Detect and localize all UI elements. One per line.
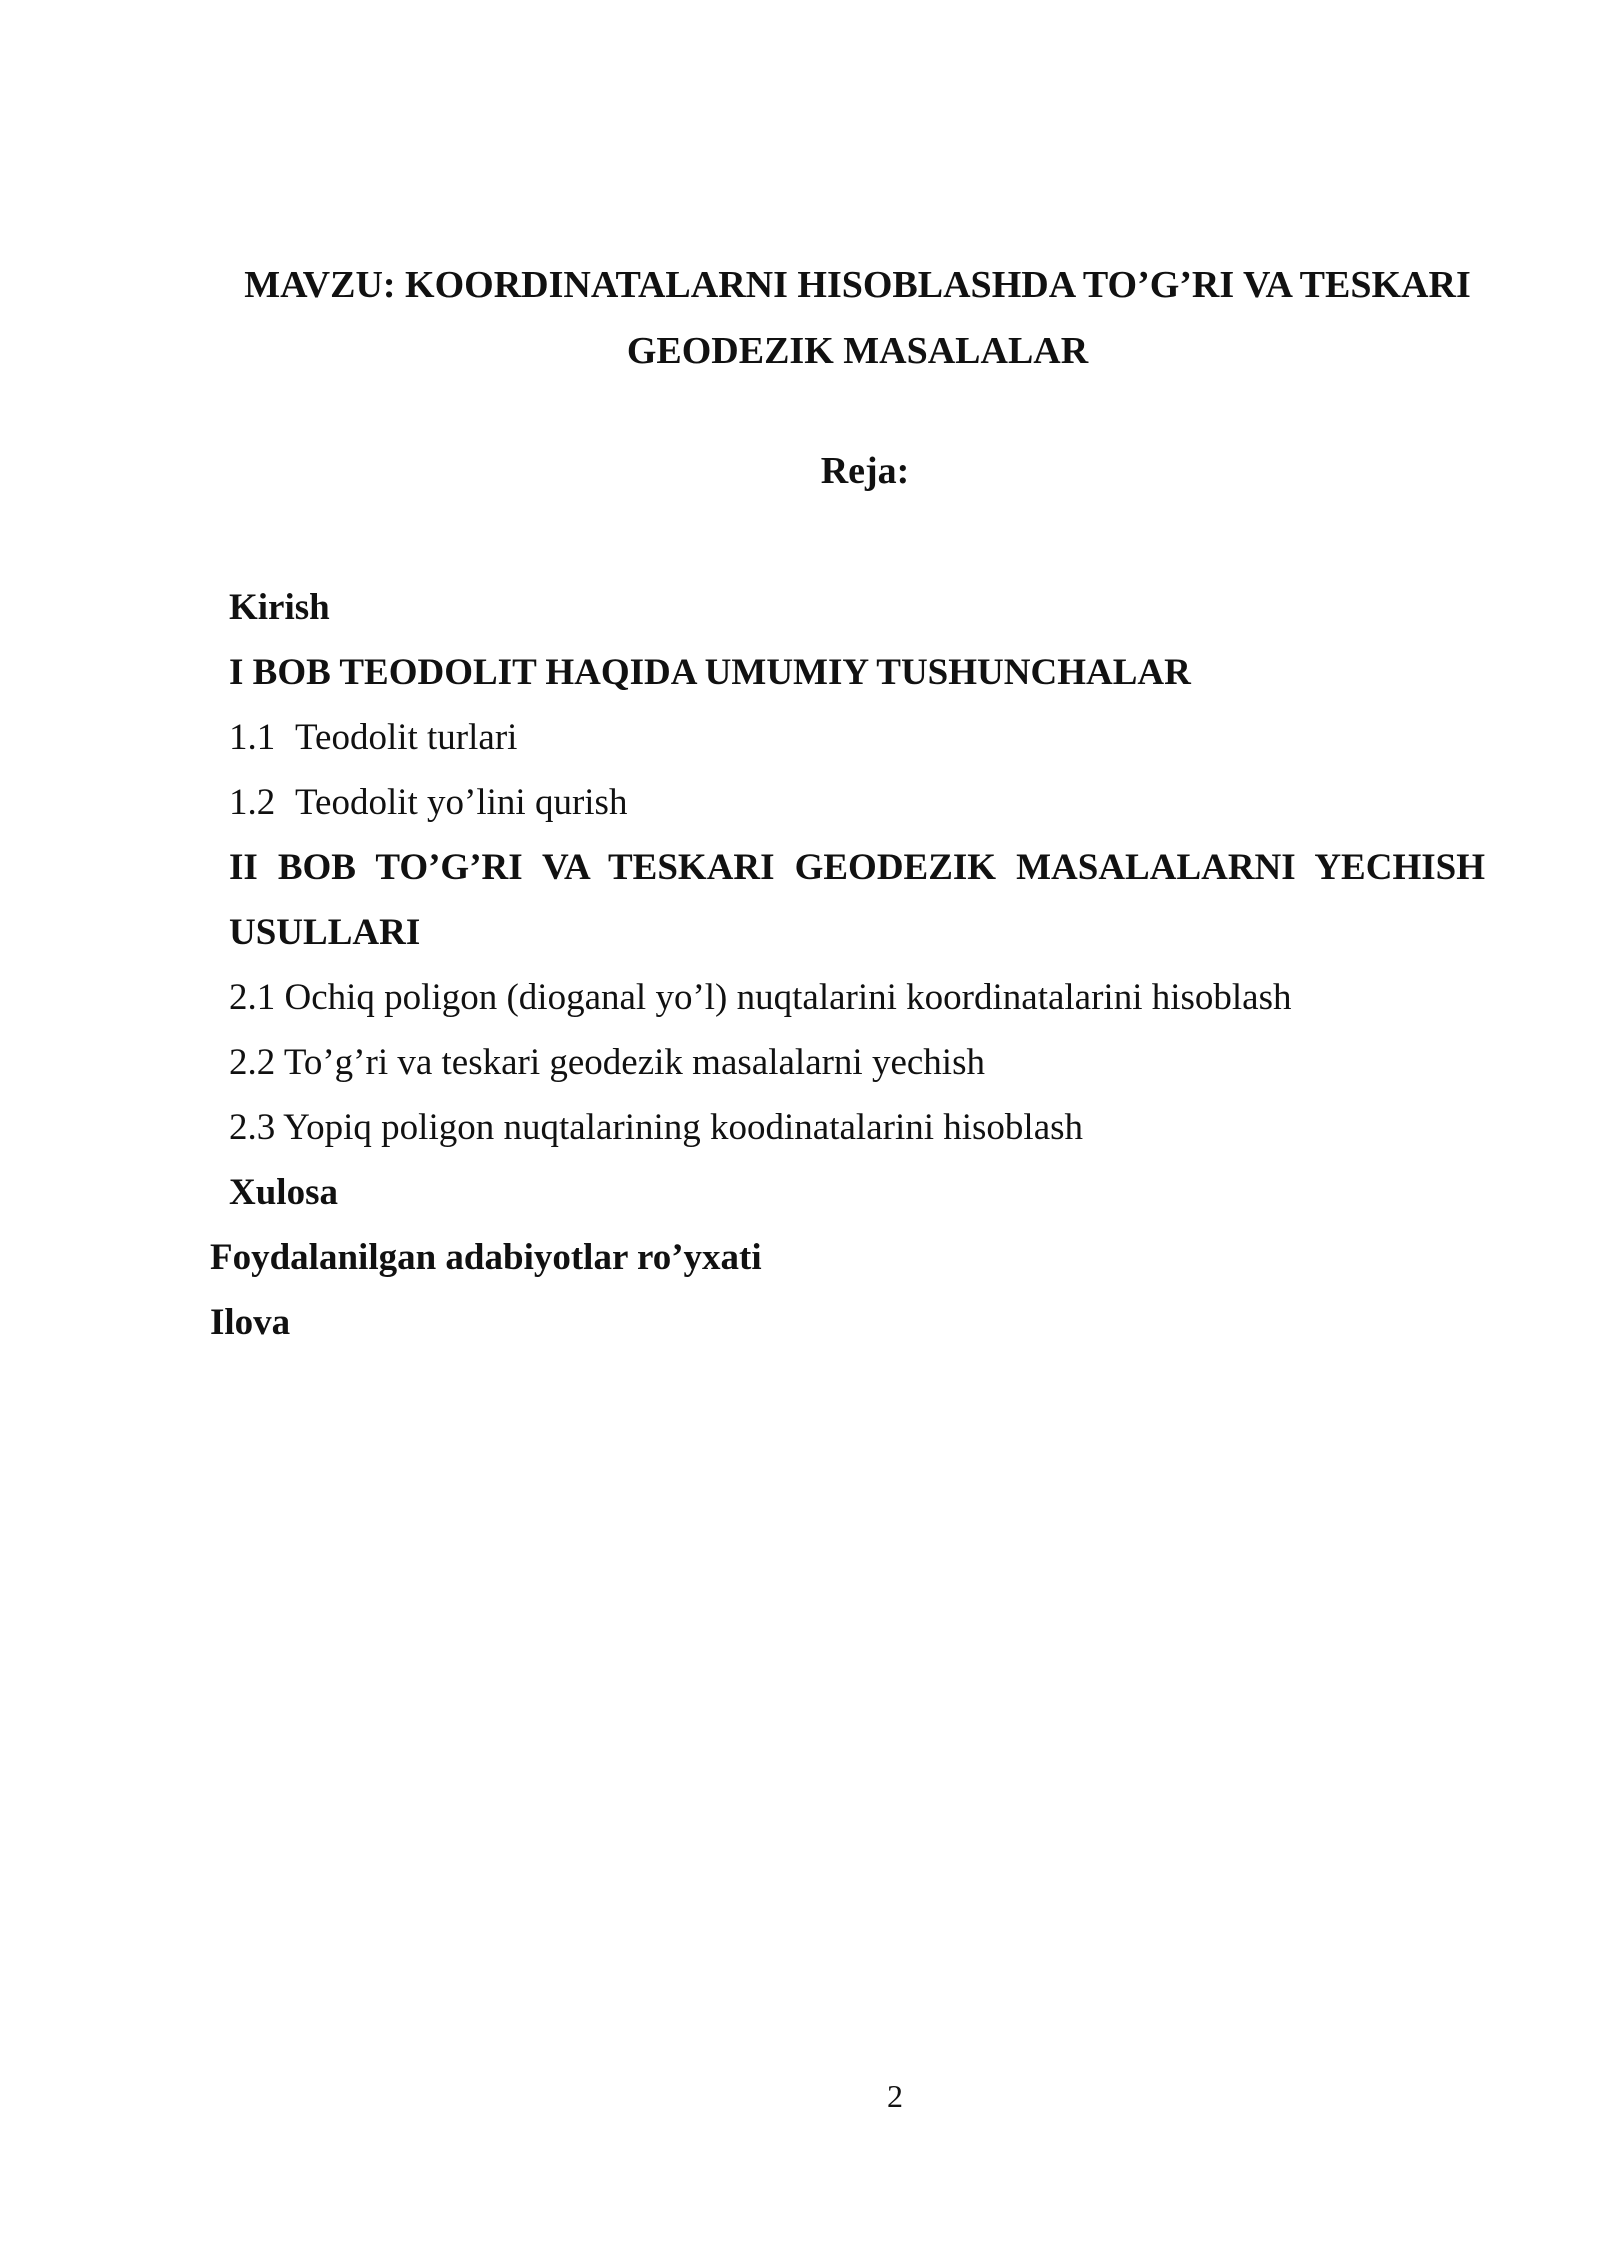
toc-section-1-2-number: 1.2 <box>229 782 276 823</box>
plan-heading: Reja: <box>820 450 910 492</box>
toc-section-1-2-text: Teodolit yo’lini qurish <box>295 782 628 823</box>
document-title <box>200 252 1515 384</box>
toc-chapter-1: I BOB TEODOLIT HAQIDA UMUMIY TUSHUNCHALAR <box>229 652 1191 693</box>
title-line-1: MAVZU: KOORDINATALARNI HISOBLASHDA TO’G’RI VA TESKARI <box>244 264 1471 306</box>
toc-intro: Kirish <box>229 587 330 628</box>
toc-conclusion: Xulosa <box>229 1172 338 1213</box>
toc-section-1-1-number: 1.1 <box>229 717 276 758</box>
toc-appendix: Ilova <box>210 1302 291 1343</box>
toc-section-1-1 <box>0 705 1600 770</box>
toc-section-2-1: 2.1 Ochiq poligon (dioganal yo’l) nuqtalarini koordinatalarini hisoblash <box>229 977 1292 1018</box>
page-number: 2 <box>887 2078 903 2114</box>
toc-section-1-2 <box>0 770 1600 835</box>
toc-chapter-2-line-2: USULLARI <box>229 912 421 953</box>
toc-section-1-1-text: Teodolit turlari <box>295 717 518 758</box>
toc-references: Foydalanilgan adabiyotlar ro’yxati <box>210 1237 762 1278</box>
toc-section-2-2: 2.2 To’g’ri va teskari geodezik masalalarni yechish <box>229 1042 985 1083</box>
table-of-contents <box>0 575 1600 1355</box>
toc-section-2-3: 2.3 Yopiq poligon nuqtalarining koodinatalarini hisoblash <box>229 1107 1084 1148</box>
toc-chapter-2-line-1: II BOB TO’G’RI VA TESKARI GEODEZIK MASALALARNI YECHISH <box>229 847 1485 888</box>
title-line-2: GEODEZIK MASALALAR <box>626 330 1089 372</box>
